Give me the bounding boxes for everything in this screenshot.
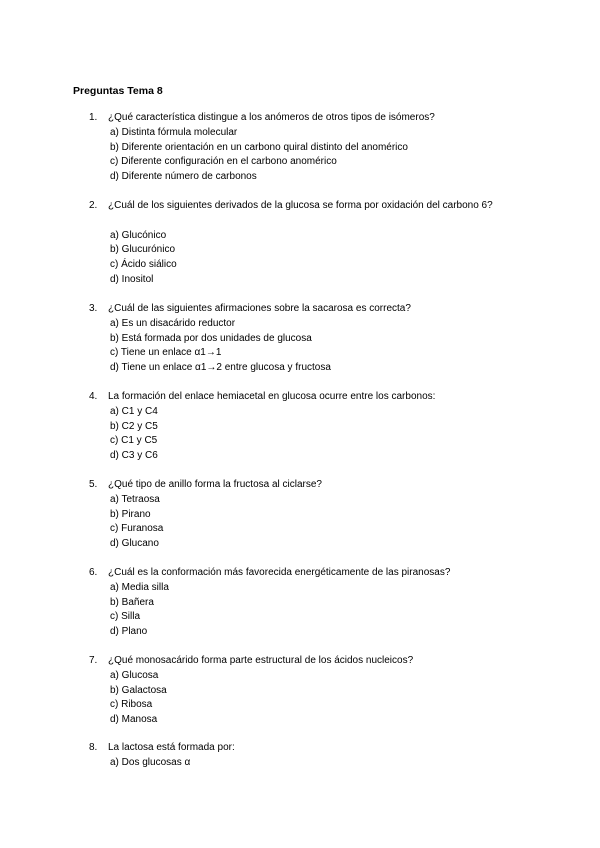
question-number: 6.	[89, 567, 98, 578]
option-d: d) Plano	[110, 626, 148, 638]
option-a: a) Media silla	[110, 581, 169, 593]
option-list	[110, 405, 158, 464]
question-text: ¿Qué monosacárido forma parte estructural de los ácidos nucleicos?	[108, 655, 414, 666]
question-text: ¿Cuál es la conformación más favorecida energéticamente de las piranosas?	[108, 567, 451, 578]
option-list	[110, 317, 331, 376]
question-text: La formación del enlace hemiacetal en glucosa ocurre entre los carbonos:	[108, 391, 436, 402]
option-list	[110, 756, 190, 771]
question-number: 2.	[89, 200, 98, 211]
option-c: c) C1 y C5	[110, 435, 158, 447]
document-title: Preguntas Tema 8	[73, 85, 163, 97]
question-number: 1.	[89, 112, 98, 123]
option-list	[110, 669, 167, 728]
option-c: c) Ribosa	[110, 699, 153, 711]
option-c: c) Tiene un enlace α1→1	[110, 347, 222, 359]
option-list	[110, 493, 163, 552]
option-d: d) Manosa	[110, 714, 158, 726]
option-c: c) Furanosa	[110, 523, 164, 535]
option-a: a) Tetraosa	[110, 493, 160, 505]
option-b: b) C2 y C5	[110, 420, 158, 432]
option-c: c) Silla	[110, 611, 141, 623]
question-text: La lactosa está formada por:	[108, 742, 235, 753]
question-text: ¿Qué tipo de anillo forma la fructosa al ciclarse?	[108, 479, 322, 490]
question-text: ¿Qué característica distingue a los anómeros de otros tipos de isómeros?	[108, 112, 435, 123]
option-d: d) Glucano	[110, 538, 159, 550]
question-number: 5.	[89, 479, 98, 490]
option-list	[110, 126, 408, 185]
option-b: b) Glucurónico	[110, 244, 176, 256]
question-number: 7.	[89, 655, 98, 666]
option-d: d) Diferente número de carbonos	[110, 171, 257, 183]
option-list	[110, 581, 169, 640]
option-c: c) Diferente configuración en el carbono anomérico	[110, 156, 337, 168]
option-d: d) Tiene un enlace α1→2 entre glucosa y fructosa	[110, 362, 331, 374]
option-d: d) C3 y C6	[110, 450, 158, 462]
question-text: ¿Cuál de los siguientes derivados de la glucosa se forma por oxidación del carbono 6?	[108, 200, 493, 211]
question-text: ¿Cuál de las siguientes afirmaciones sobre la sacarosa es correcta?	[108, 303, 411, 314]
option-a: a) Es un disacárido reductor	[110, 317, 236, 329]
option-b: b) Está formada por dos unidades de glucosa	[110, 332, 312, 344]
option-a: a) Glucosa	[110, 669, 159, 681]
option-a: a) Glucónico	[110, 229, 167, 241]
option-b: b) Bañera	[110, 596, 154, 608]
option-b: b) Pirano	[110, 508, 151, 520]
option-c: c) Ácido siálico	[110, 259, 177, 271]
question-number: 8.	[89, 742, 98, 753]
option-list	[110, 229, 177, 288]
option-a: a) Distinta fórmula molecular	[110, 126, 238, 138]
question-number: 4.	[89, 391, 98, 402]
option-a: a) Dos glucosas α	[110, 756, 191, 768]
option-d: d) Inositol	[110, 273, 154, 285]
option-b: b) Diferente orientación en un carbono quiral distinto del anomérico	[110, 141, 408, 153]
option-b: b) Galactosa	[110, 684, 167, 696]
question-number: 3.	[89, 303, 98, 314]
option-a: a) C1 y C4	[110, 405, 158, 417]
